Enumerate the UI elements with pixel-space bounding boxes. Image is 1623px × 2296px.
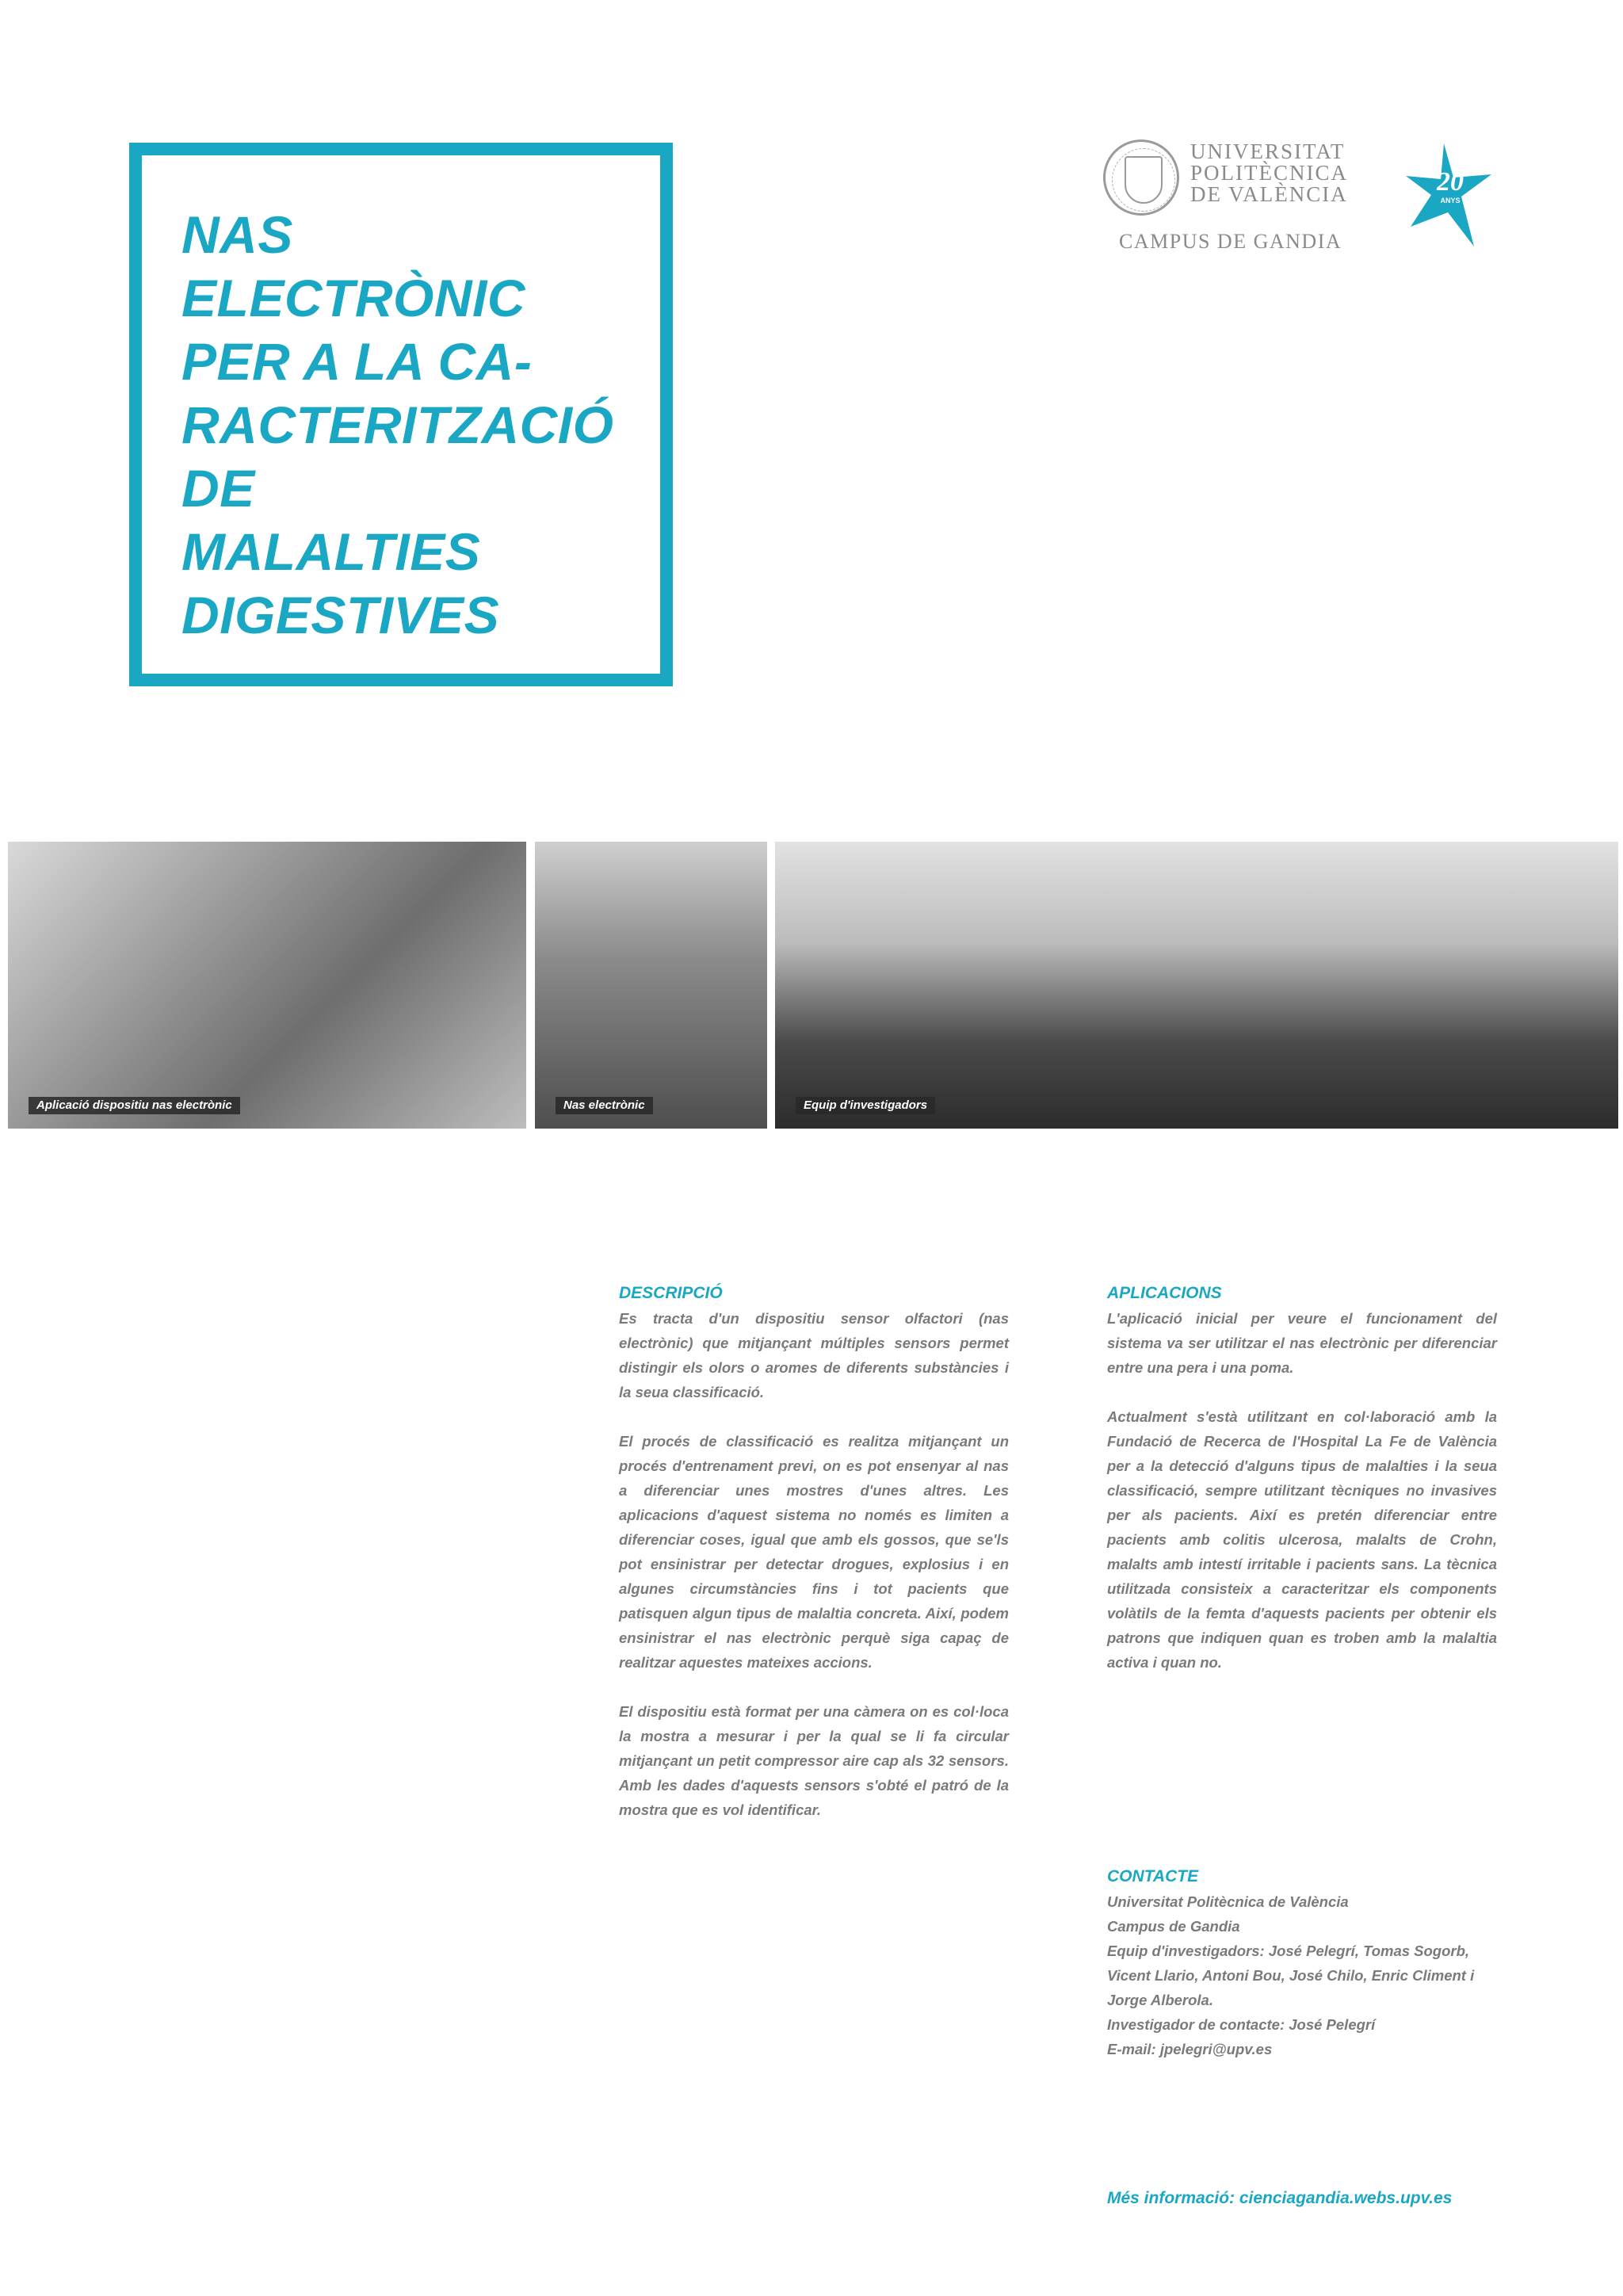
anniversary-number: 20 bbox=[1437, 167, 1464, 197]
contact-email: E-mail: jpelegri@upv.es bbox=[1107, 2041, 1273, 2057]
paragraph: L'aplicació inicial per veure el funcionament del sistema va ser utilitzar el nas electrònic per diferenciar entre una pera i una poma. bbox=[1107, 1310, 1497, 1376]
paragraph: Es tracta d'un dispositiu sensor olfactori (nas electrònic) que mitjançant múltiples sensors permet distingir els olors o aromes de diferents substàncies i la seua classificació. bbox=[619, 1310, 1009, 1400]
contact-line: Investigador de contacte: José Pelegrí bbox=[1107, 2016, 1376, 2033]
contact-line: Universitat Politècnica de València bbox=[1107, 1893, 1349, 1910]
anniversary-word: ANYS bbox=[1440, 197, 1461, 204]
university-name-line: POLITÈCNICA bbox=[1190, 161, 1348, 185]
photo-caption: Nas electrònic bbox=[556, 1097, 653, 1114]
title-box bbox=[129, 143, 673, 686]
title-line: DE bbox=[181, 459, 255, 518]
contact-line: Equip d'investigadors: José Pelegrí, Tomas Sogorb, Vicent Llario, Antoni Bou, José Chilo, Enric Climent i Jorge Alberola. bbox=[1107, 1943, 1475, 2008]
university-name-line: UNIVERSITAT bbox=[1190, 139, 1346, 163]
title-line: ELECTRÒNIC bbox=[181, 269, 525, 327]
descripcio-body bbox=[619, 1306, 1009, 1822]
contact-line: Campus de Gandia bbox=[1107, 1918, 1240, 1935]
aplicacions-heading: APLICACIONS bbox=[1107, 1284, 1222, 1302]
title-line: MALALTIES bbox=[181, 522, 481, 581]
title-line: DIGESTIVES bbox=[181, 586, 500, 644]
contacte-body bbox=[1107, 1889, 1503, 2061]
title-line: NAS bbox=[181, 205, 293, 264]
photo-caption: Aplicació dispositiu nas electrònic bbox=[29, 1097, 240, 1114]
upv-logo bbox=[1103, 139, 1348, 258]
poster-title bbox=[181, 203, 657, 647]
photo-caption: Equip d'investigadors bbox=[796, 1097, 935, 1114]
contacte-heading: CONTACTE bbox=[1107, 1867, 1199, 1885]
photo-device-application bbox=[8, 842, 526, 1129]
more-info-link: Més informació: cienciagandia.webs.upv.es bbox=[1107, 2189, 1453, 2207]
anniversary-star-icon bbox=[1404, 139, 1499, 250]
photo-electronic-nose bbox=[535, 842, 767, 1129]
paragraph: Actualment s'està utilitzant en col·laboració amb la Fundació de Recerca de l'Hospital La Fe de València per a la detecció d'alguns tipus de malalties i la seua classificació, sempre utilitzant tècniques no invasives per als pacients. Així es pretén diferenciar entre pacients amb colitis ulcerosa, malalts de Crohn, malalts amb intestí irritable i pacients sans. La tècnica utilitzada consisteix a caracteritzar els components volàtils de la femta d'aquests pacients per obtenir els patrons que indiquen quan es troben amb la malaltia activa i quan no. bbox=[1107, 1408, 1497, 1671]
photo-research-team bbox=[775, 842, 1618, 1129]
paragraph: El procés de classificació es realitza mitjançant un procés d'entrenament previ, on es pot ensenyar al nas a diferenciar unes mostres d'unes altres. Les aplicacions d'aquest sistema no només es limiten a diferenciar coses, igual que amb els gossos, que se'ls pot ensinistrar per detectar drogues, explosius i en algunes circumstàncies fins i tot pacients que patisquen algun tipus de malaltia concreta. Així, podem ensinistrar el nas electrònic perquè siga capaç de realitzar aquestes mateixes accions. bbox=[619, 1433, 1009, 1671]
title-line: RACTERITZACIÓ bbox=[181, 395, 614, 454]
descripcio-heading: DESCRIPCIÓ bbox=[619, 1284, 723, 1302]
campus-name: CAMPUS DE GANDIA bbox=[1119, 230, 1342, 253]
university-name bbox=[1190, 141, 1349, 205]
university-name-line: DE VALÈNCIA bbox=[1190, 182, 1348, 206]
university-seal-icon bbox=[1103, 139, 1179, 216]
title-line: PER A LA CA- bbox=[181, 332, 533, 391]
paragraph: El dispositiu està format per una càmera on es col·loca la mostra a mesurar i per la qual se li fa circular mitjançant un petit compressor aire cap als 32 sensors. Amb les dades d'aquests sensors s'obté el patró de la mostra que es vol identificar. bbox=[619, 1703, 1009, 1818]
aplicacions-body bbox=[1107, 1306, 1497, 1675]
